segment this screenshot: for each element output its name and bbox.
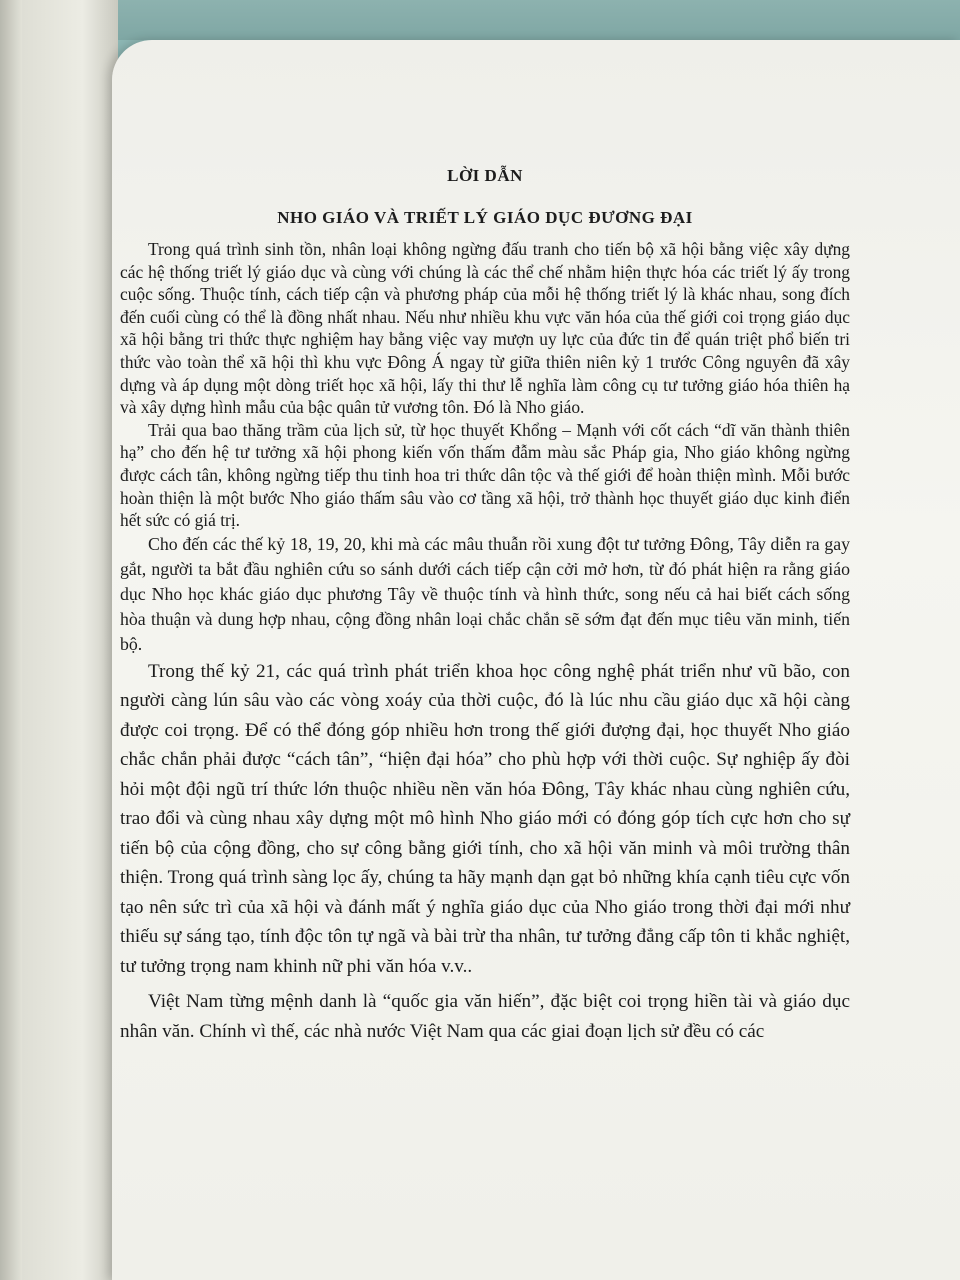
page-content bbox=[120, 160, 850, 1046]
chapter-title: NHO GIÁO VÀ TRIẾT LÝ GIÁO DỤC ĐƯƠNG ĐẠI bbox=[277, 208, 693, 227]
paragraph-1: Trong quá trình sinh tồn, nhân loại không ngừng đấu tranh cho tiến bộ xã hội bằng việc xây dựng các hệ thống triết lý giáo dục và cùng với chúng là các thể chế nhằm hiện thực hóa các triết lý ấy trong cuộc sống. Thuộc tính, cách tiếp cận và phương pháp của mỗi hệ thống triết lý là khác nhau, song đích đến cuối cùng có thể là đồng nhất nhau. Nếu như nhiều khu vực văn hóa của thế giới coi trọng giáo dục xã hội bằng tri thức thực nghiệm hay bằng việc vay mượn uy lực của đức tin để quán triệt phổ biến tri thức vào toàn thể xã hội thì khu vực Đông Á ngay từ giữa thiên niên kỷ 1 trước Công nguyên đã xây dựng và áp dụng một dòng triết học xã hội, lấy thi thư lễ nghĩa làm công cụ tư tưởng giáo hóa thiên hạ và xây dựng hình mẫu của bậc quân tử vương tôn. Đó là Nho giáo. bbox=[120, 239, 850, 418]
background-surface bbox=[118, 0, 960, 40]
section-title: LỜI DẪN bbox=[447, 166, 523, 185]
paragraph-3: Cho đến các thế kỷ 18, 19, 20, khi mà các mâu thuẫn rồi xung đột tư tưởng Đông, Tây diễn ra gay gắt, người ta bắt đầu nghiên cứu so sánh dưới cách tiếp cận cởi mở hơn, từ đó phát hiện ra rằng giáo dục Nho học khác giáo dục phương Tây về thuộc tính và hình thức, song nếu cả hai biết cách sống hòa thuận và dung hợp nhau, cộng đồng nhân loại chắc chắn sẽ sớm đạt đến mục tiêu văn minh, tiến bộ. bbox=[120, 533, 850, 654]
paragraph-4: Trong thế kỷ 21, các quá trình phát triển khoa học công nghệ phát triển như vũ bão, con người càng lún sâu vào các vòng xoáy của thời cuộc, đó là lúc nhu cầu giáo dục xã hội càng được coi trọng. Để có thể đóng góp nhiều hơn trong thế giới đượng đại, học thuyết Nho giáo chắc chắn phải được “cách tân”, “hiện đại hóa” cho phù hợp với thời cuộc. Sự nghiệp ấy đòi hỏi một đội ngũ trí thức lớn thuộc nhiều nền văn hóa Đông, Tây khác nhau cùng nghiên cứu, trao đổi và cùng nhau xây dựng một mô hình Nho giáo mới có đóng góp tích cực hơn cho sự tiến bộ của cộng đồng, cho sự công bằng giới tính, cho xã hội văn minh và môi trường thân thiện. Trong quá trình sàng lọc ấy, chúng ta hãy mạnh dạn gạt bỏ những khía cạnh tiêu cực vốn tạo nên sức trì của xã hội và đánh mất ý nghĩa giáo dục của Nho giáo trong thời đại mới như thiếu sự sáng tạo, tính độc tôn tự ngã và bài trừ tha nhân, tư tưởng đẳng cấp tôn ti khắc nghiệt, tư tưởng trọng nam khinh nữ phi văn hóa v.v.. bbox=[120, 660, 850, 977]
paragraph-5: Việt Nam từng mệnh danh là “quốc gia văn hiến”, đặc biệt coi trọng hiền tài và giáo dục nhân văn. Chính vì thế, các nhà nước Việt Nam qua các giai đoạn lịch sử đều có các bbox=[120, 991, 850, 1042]
book-spine bbox=[0, 0, 22, 1280]
paragraph-2: Trải qua bao thăng trầm của lịch sử, từ học thuyết Khổng – Mạnh với cốt cách “dĩ văn thành thiên hạ” cho đến hệ tư tưởng xã hội phong kiến vốn thấm đẫm màu sắc Pháp gia, Nho giáo không ngừng được cách tân, không ngừng tiếp thu tinh hoa tri thức dân tộc và thế giới để hoàn thiện mình. Mỗi bước hoàn thiện là một bước Nho giáo thấm sâu vào cơ tầng xã hội, trở thành học thuyết giáo dục kinh điển hết sức có giá trị. bbox=[120, 419, 850, 531]
